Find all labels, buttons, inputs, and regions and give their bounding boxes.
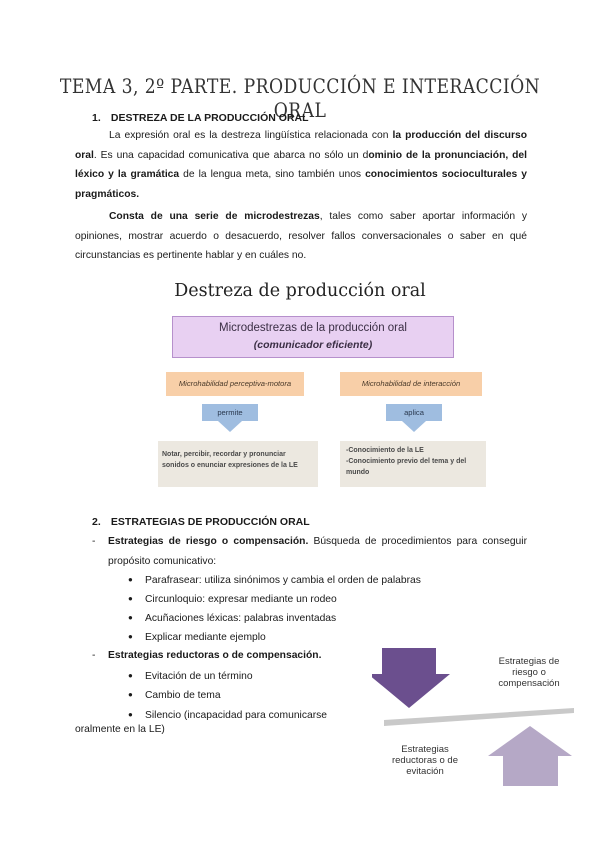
- strategy-reducing-title: Estrategias reductoras o de compensación.: [108, 650, 322, 661]
- section-2-heading: [92, 516, 310, 528]
- list-item: ● Evitación de un término: [128, 671, 253, 682]
- list-item: ● Cambio de tema: [128, 690, 221, 701]
- page-title: TEMA 3, 2º PARTE. PRODUCCIÓN E INTERACCIÓN ORAL: [59, 74, 541, 122]
- microdestrezas-title: Microdestrezas de la producción oral: [219, 322, 407, 334]
- section-1-heading: [92, 112, 308, 124]
- section-2-number: 2.: [92, 516, 101, 528]
- aplica-label: aplica: [386, 404, 442, 421]
- section-1-title: DESTREZA DE LA PRODUCCIÓN ORAL: [110, 112, 309, 124]
- list-item: ● Parafrasear: utiliza sinónimos y cambia el orden de palabras: [128, 575, 421, 586]
- interaction-result-box: [340, 441, 486, 487]
- list-item: ● Acuñaciones léxicas: palabras inventadas: [128, 613, 337, 624]
- permite-arrow: [202, 404, 258, 438]
- section-1-paragraph-2: Consta de una serie de microdestrezas, tales como saber aportar información y opiniones, mostrar acuerdo o desacuerdo, resolver fallos conversacionales o saber en qué circunstancias es pertinente hablar y en cuáles no.: [75, 211, 527, 261]
- permite-label: permite: [202, 404, 258, 421]
- down-arrow-icon: [218, 421, 242, 432]
- interaction-result-line-1: -Conocimiento de la LE: [346, 447, 424, 454]
- down-arrow-icon: [402, 421, 426, 432]
- strategy-risk-item: - Estrategias de riesgo o compensación. Búsqueda de procedimientos para conseguir propósito comunicativo:: [92, 536, 527, 567]
- section-1-paragraph-1: La expresión oral es la destreza lingüística relacionada con la producción del discurso oral. Es una capacidad comunicativa que abarca no sólo un dominio de la pronunciación, del léxico y la gramática de la lengua meta, sino también unos conocimientos socioculturales y pragmáticos.: [75, 130, 528, 200]
- seesaw-bar: [384, 708, 574, 726]
- down-arrow-icon: [372, 648, 450, 708]
- interaction-result-line-2: -Conocimiento previo del tema y del mundo: [346, 458, 467, 476]
- microdestrezas-box: [172, 316, 454, 358]
- list-item: ● Explicar mediante ejemplo: [128, 632, 266, 643]
- diagram-title: Destreza de producción oral: [174, 281, 426, 301]
- section-2-title: ESTRATEGIAS DE PRODUCCIÓN ORAL: [110, 516, 310, 528]
- section-1-number: 1.: [92, 112, 101, 124]
- aplica-arrow: [386, 404, 442, 438]
- strategy-risk-title: Estrategias de riesgo o compensación.: [108, 536, 309, 547]
- up-arrow-icon: [488, 726, 572, 786]
- perceptive-motor-box: Microhabilidad perceptiva-motora: [166, 372, 304, 396]
- microdestrezas-subtitle: (comunicador eficiente): [253, 339, 373, 351]
- list-continuation: oralmente en la LE): [75, 724, 165, 735]
- interaction-box: Microhabilidad de interacción: [340, 372, 482, 396]
- reducing-strategies-label: Estrategias reductoras o de evitación: [391, 744, 458, 777]
- strategy-risk-text: Búsqueda de procedimientos para conseguir propósito comunicativo:: [108, 536, 527, 567]
- risk-strategies-label: Estrategias de riesgo o compensación: [498, 656, 560, 689]
- list-item: ● Silencio (incapacidad para comunicarse: [128, 710, 328, 721]
- list-item: ● Circunloquio: expresar mediante un rodeo: [128, 594, 337, 605]
- strategy-reducing-item: - Estrategias reductoras o de compensación.: [92, 650, 322, 661]
- perceptive-result-box: Notar, percibir, recordar y pronunciar sonidos o enunciar expresiones de la LE: [158, 441, 318, 487]
